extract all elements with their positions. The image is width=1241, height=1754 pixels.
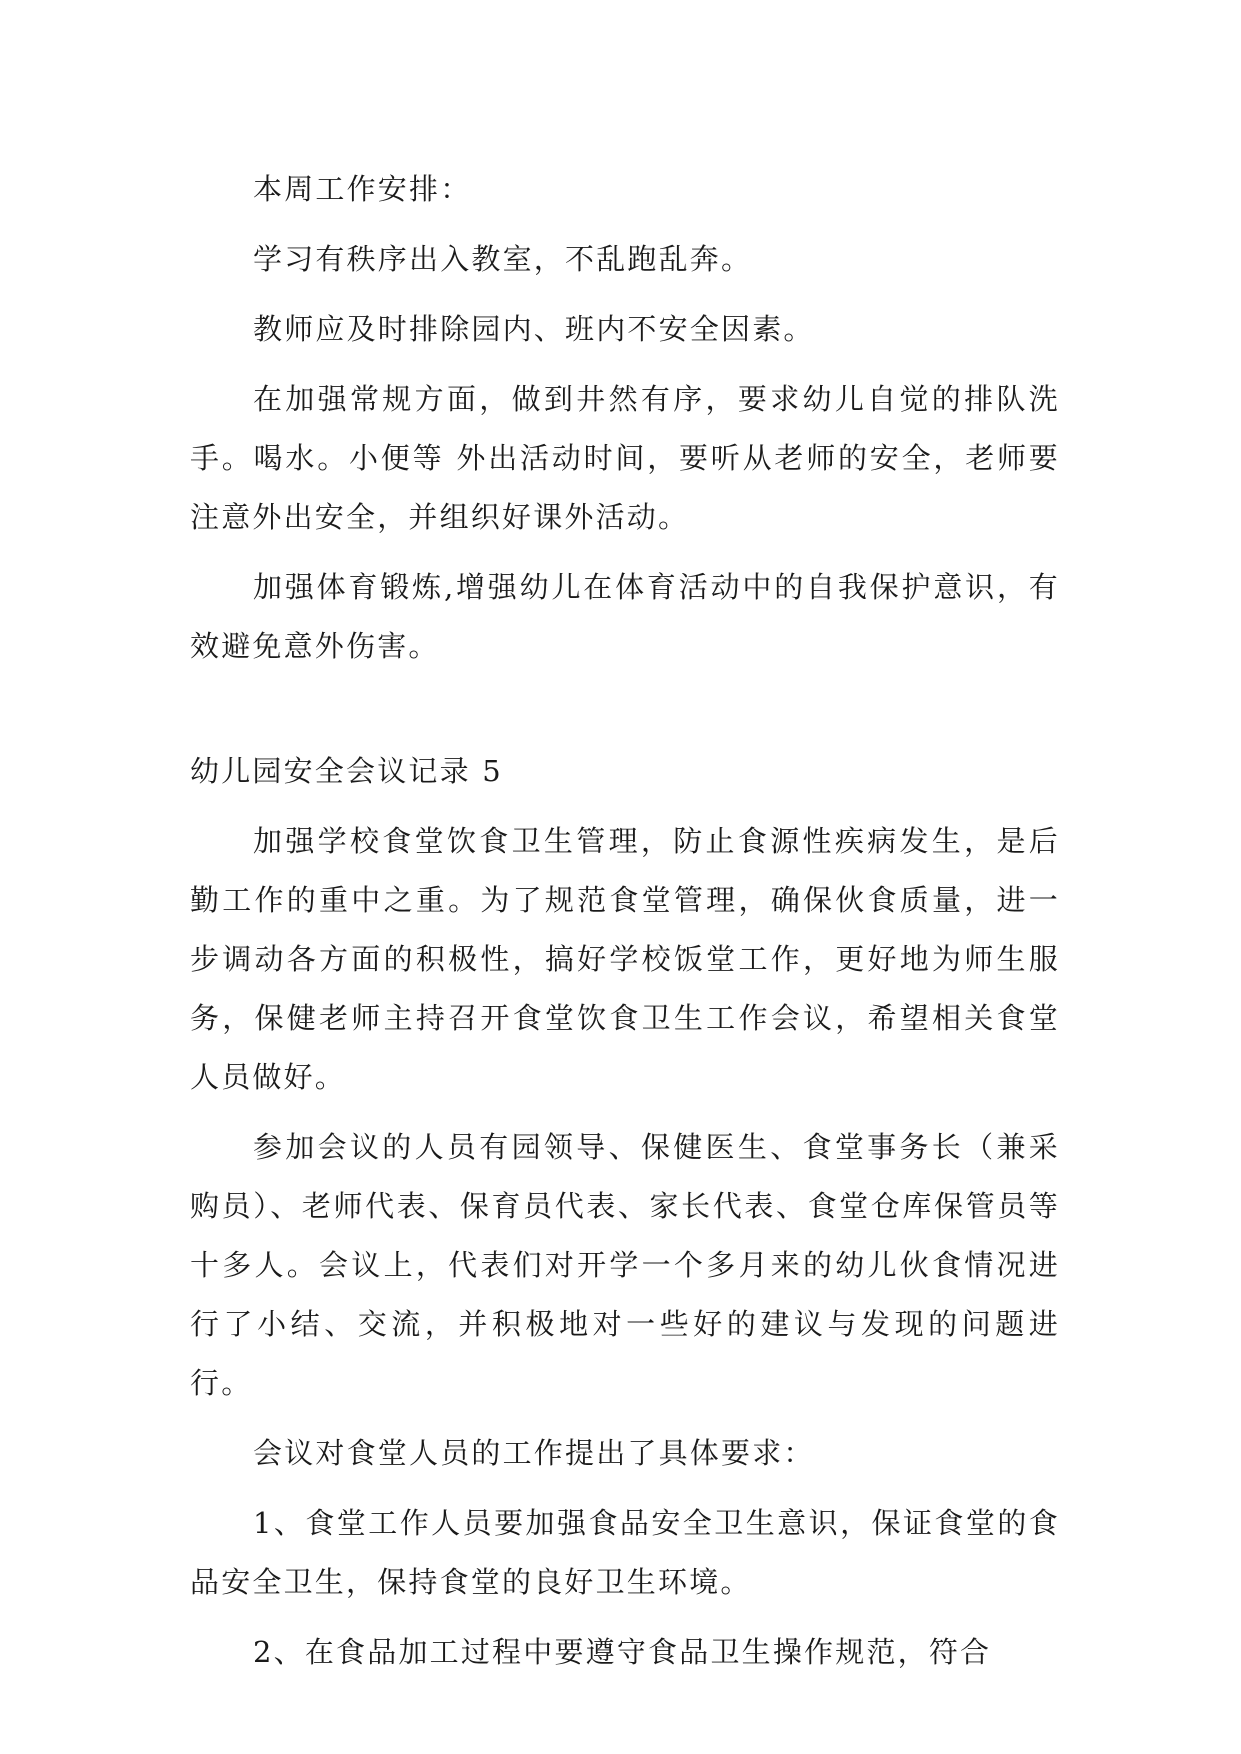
paragraph-remove-hazards: 教师应及时排除园内、班内不安全因素。 [253,312,815,346]
paragraph-routine-order: 在加强常规方面，做到井然有序，要求幼儿自觉的排队洗手。喝水。小便等 外出活动时间，要听从老师的安全，老师要注意外出安全，并组织好课外活动。 [190,382,1060,534]
paragraph-weekly-plan-heading: 本周工作安排： [253,172,472,206]
paragraph-requirement-2: 2、在食品加工过程中要遵守食品卫生操作规范，符合 [253,1635,992,1669]
section-title: 幼儿园安全会议记录 5 [190,754,503,788]
paragraph-canteen-management: 加强学校食堂饮食卫生管理，防止食源性疾病发生，是后勤工作的重中之重。为了规范食堂管理，确保伙食质量，进一步调动各方面的积极性，搞好学校饭堂工作，更好地为师生服务，保健老师主持召开食堂饮食卫生工作会议，希望相关食堂人员做好。 [190,824,1060,1094]
paragraph-requirements-heading: 会议对食堂人员的工作提出了具体要求： [253,1436,815,1470]
paragraph-meeting-attendees: 参加会议的人员有园领导、保健医生、食堂事务长（兼采购员）、老师代表、保育员代表、家长代表、食堂仓库保管员等十多人。会议上，代表们对开学一个多月来的幼儿伙食情况进行了小结、交流，并积极地对一些好的建议与发现的问题进行。 [190,1130,1060,1400]
paragraph-classroom-order: 学习有秩序出入教室，不乱跑乱奔。 [253,242,753,276]
paragraph-requirement-1: 1、食堂工作人员要加强食品安全卫生意识，保证食堂的食品安全卫生，保持食堂的良好卫生环境。 [190,1506,1060,1599]
paragraph-physical-exercise: 加强体育锻炼,增强幼儿在体育活动中的自我保护意识，有效避免意外伤害。 [190,570,1060,663]
document-body [190,160,1060,1693]
